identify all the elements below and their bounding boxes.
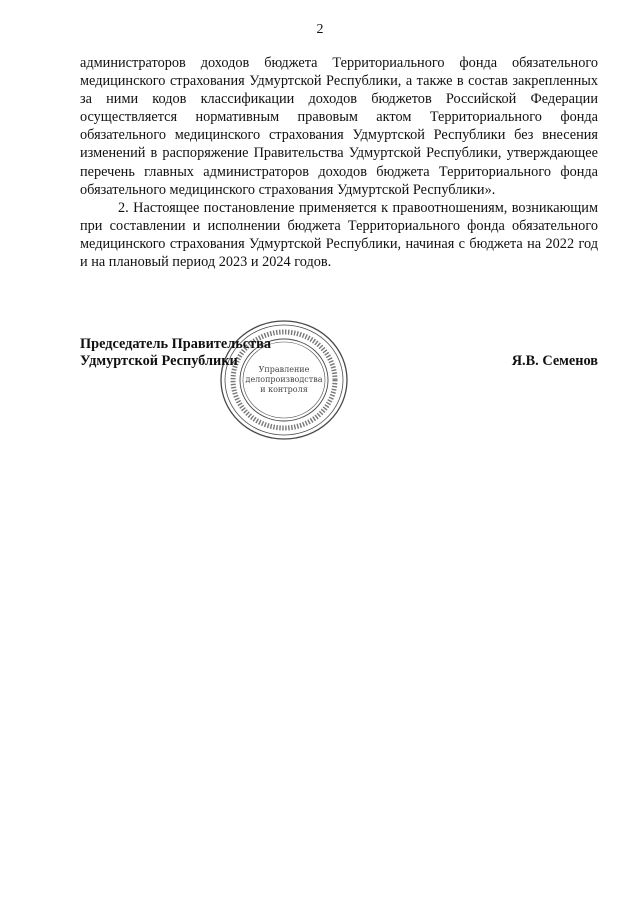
page-number: 2	[316, 22, 324, 37]
signatory-position-line-2: Удмуртской Республики	[80, 353, 238, 369]
signatory-position	[80, 336, 271, 370]
signatory-name: Я.В. Семенов	[511, 353, 598, 369]
paragraph-continuation: администраторов доходов бюджета Территориального фонда обязательного медицинского страхования Удмуртской Республики, а также в состав закрепленных за ними кодов классификации доходов бюджетов Российской Федерации осуществляется нормативным правовым актом Территориального фонда обязательного медицинского страхования Удмуртской Республики без внесения изменений в распоряжение Правительства Удмуртской Республики, утверждающее перечень главных администраторов доходов бюджета Территориального фонда обязательного медицинского страхования Удмуртской Республики».	[80, 55, 598, 198]
stamp-center-line-1: Управление	[258, 365, 310, 374]
paragraph-clause-2: 2. Настоящее постановление применяется к правоотношениям, возникающим при составлении и исполнении бюджета Территориального фонда обязательного медицинского страхования Удмуртской Республики, начиная с бюджета на 2022 год и на плановый период 2023 и 2024 годов.	[80, 199, 598, 271]
stamp-center-line-2: делопроизводства	[245, 375, 323, 384]
stamp-center-line-3: и контроля	[260, 385, 308, 394]
document-body	[80, 54, 598, 271]
signatory-position-line-1: Председатель Правительства	[80, 336, 272, 352]
